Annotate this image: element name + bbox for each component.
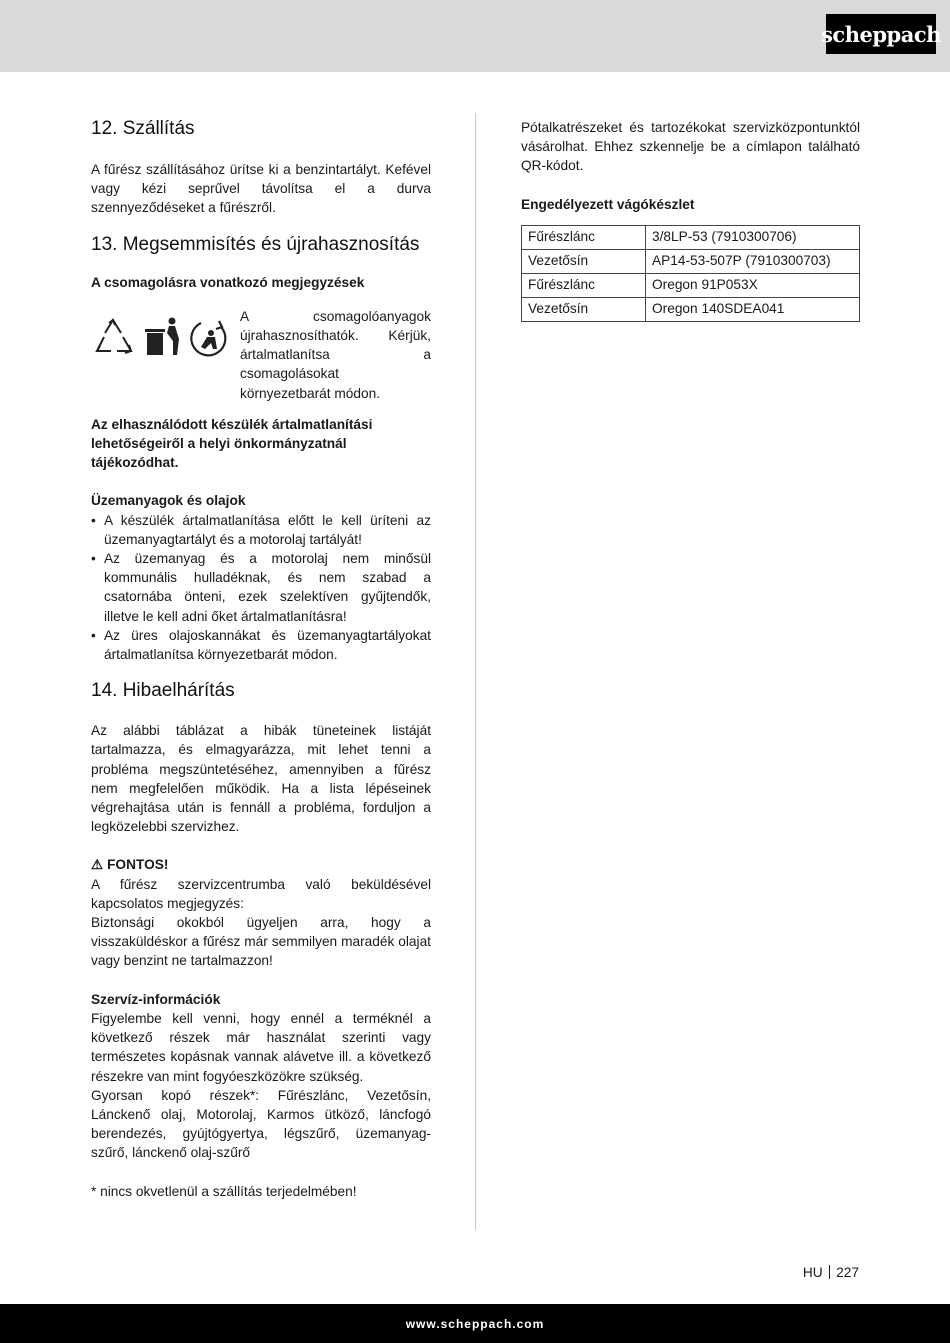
table-cell: Oregon 91P053X: [646, 273, 860, 297]
table-cell: Vezetősín: [522, 249, 646, 273]
list-item: • Az üres olajoskannákat és üzemanyagtartályokat ártalmatlanítsa környezetbarát módon.: [91, 626, 431, 664]
packaging-block: [91, 307, 431, 401]
section-14-heading: [91, 680, 431, 702]
separator: [829, 1265, 831, 1279]
page-language: HU: [802, 1265, 823, 1280]
section-number: 14.: [91, 680, 118, 702]
footer-bar: [0, 1304, 950, 1343]
column-divider: [475, 113, 476, 1230]
fuels-heading: Üzemanyagok és olajok: [91, 493, 246, 509]
trash-bin-icon: [145, 317, 179, 355]
section-title: Megsemmisítés és újrahasznosítás: [122, 233, 420, 255]
cutting-set-heading: Engedélyezett vágókészlet: [521, 196, 695, 212]
disposal-note: Az elhasználódott készülék ártalmatlanítási lehetőségeiről a helyi önkormányzatnál tájékozódhat.: [91, 416, 373, 471]
packaging-heading: A csomagolásra vonatkozó megjegyzések: [91, 274, 365, 290]
section-title: Hibaelhárítás: [122, 680, 235, 702]
section-title: Szállítás: [122, 118, 195, 139]
table-cell: Fűrészlánc: [522, 273, 646, 297]
website-link[interactable]: www.scheppach.com: [405, 1316, 545, 1331]
recycle-icon: [97, 320, 131, 353]
packaging-text: A csomagolóanyagok újrahasznosíthatók. Kérjük, ártalmatlanítsa a csomagolásokat környezetbarát módon.: [240, 308, 431, 401]
page-number-value: 227: [836, 1265, 859, 1280]
scheppach-logo: scheppach: [826, 14, 936, 54]
table-cell: Fűrészlánc: [522, 225, 646, 249]
table-row: [522, 249, 860, 273]
warning-text: A fűrész szervizcentrumba való beküldésével kapcsolatos megjegyzés:: [91, 876, 431, 911]
service-heading: Szervíz-információk: [91, 991, 221, 1007]
header-bar: [0, 0, 950, 72]
footnote: * nincs okvetlenül a szállítás terjedelmében!: [91, 1183, 357, 1199]
spare-parts-text: Pótalkatrészeket és tartozékokat szervizközpontunktól vásárolhat. Ehhez szkennelje be a címlapon található QR-kódot.: [521, 120, 860, 174]
table-cell: Vezetősín: [522, 297, 646, 321]
table-row: [522, 273, 860, 297]
fuels-list: [91, 511, 431, 665]
table-row: [522, 225, 860, 249]
warning-text: Biztonsági okokból ügyeljen arra, hogy a visszaküldéskor a fűrész már semmilyen maradék olajat vagy benzint ne tartalmazzon!: [91, 915, 431, 969]
recycling-icons: [93, 315, 233, 365]
warning-label: ⚠ FONTOS!: [91, 857, 169, 873]
left-column: [91, 118, 431, 1201]
troubleshooting-intro: Az alábbi táblázat a hibák tüneteinek listáját tartalmazza, és elmagyarázza, mit lehet tenni a probléma megszüntetéséhez, amennyiben a fűrész nem megfelelően működik. Ha a lista lépéseinek végrehajtása után is fennáll a probléma, forduljon a legközelebbi szervizhez.: [91, 723, 431, 835]
shipping-text: A fűrész szállításához ürítse ki a benzintartályt. Kefével vagy kézi seprűvel távolítsa el a durva szennyeződéseket a fűrészről.: [91, 162, 431, 216]
wear-parts-text: Gyorsan kopó részek*: Fűrészlánc, Vezetősín, Lánckenő olaj, Motorolaj, Karmos ütköző, láncfogó berendezés, gyújtógyertya, légszűrő, üzemanyag-szűrő, lánckenő olaj-szűrő: [91, 1087, 431, 1161]
service-text: Figyelembe kell venni, hogy ennél a terméknél a következő részek már használat szerinti vagy természetes kopásnak vannak alávetve ill. a következő részekre van mint fogyóeszközökre szükség.: [91, 1010, 431, 1084]
list-item: • A készülék ártalmatlanítása előtt le kell üríteni az üzemanyagtartályt és a motorolaj tartályát!: [91, 511, 431, 549]
cutting-set-table: [521, 225, 860, 322]
list-item: • Az üzemanyag és a motorolaj nem minősül kommunális hulladéknak, és nem szabad a csatornába önteni, ezek szelektíven gyűjtendők, illetve le kell adni őket ártalmatlanításra!: [91, 549, 431, 626]
right-column: [521, 118, 860, 322]
table-cell: Oregon 140SDEA041: [646, 297, 860, 321]
page-number: [803, 1265, 859, 1280]
section-12-heading: [91, 118, 431, 140]
section-number: 13.: [91, 233, 118, 255]
table-cell: AP14-53-507P (7910300703): [646, 249, 860, 273]
section-number: 12.: [91, 118, 118, 139]
table-row: [522, 297, 860, 321]
section-13-heading: [91, 234, 431, 256]
table-cell: 3/8LP-53 (7910300706): [646, 225, 860, 249]
